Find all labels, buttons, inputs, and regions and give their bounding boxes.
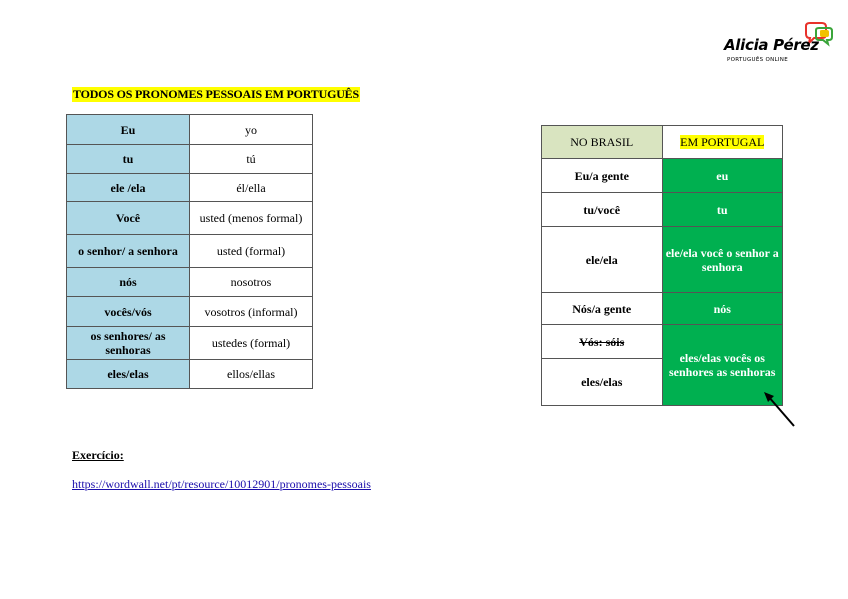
pt-pronoun-cell: nós (67, 268, 190, 297)
pt-pronoun-cell: tu (67, 145, 190, 174)
table-row (67, 145, 313, 174)
pt-pronoun-cell: eles/elas (67, 360, 190, 389)
portugal-cell: eles/elas vocês os senhores as senhoras (662, 325, 783, 406)
table-row (67, 327, 313, 360)
pt-pronoun-cell: Eu (67, 115, 190, 145)
pronouns-pt-es-table (66, 114, 313, 389)
es-pronoun-cell: él/ella (190, 174, 313, 202)
brasil-cell: tu/você (542, 193, 663, 227)
arrow-icon (762, 390, 798, 430)
pt-pronoun-cell: ele /ela (67, 174, 190, 202)
page-title: TODOS OS PRONOMES PESSOAIS EM PORTUGUÊS (73, 87, 359, 101)
table-row (542, 227, 783, 293)
es-pronoun-cell: yo (190, 115, 313, 145)
table-row (67, 360, 313, 389)
brasil-cell: eles/elas (542, 359, 663, 406)
table-header-row (542, 126, 783, 159)
brasil-portugal-table (541, 125, 783, 406)
pt-pronoun-cell: vocês/vós (67, 297, 190, 327)
table-row (67, 235, 313, 268)
es-pronoun-cell: vosotros (informal) (190, 297, 313, 327)
table-row (542, 159, 783, 193)
pt-pronoun-cell: Você (67, 202, 190, 235)
table-row (542, 325, 783, 359)
brasil-cell: Nós/a gente (542, 293, 663, 325)
table-row (67, 297, 313, 327)
es-pronoun-cell: ellos/ellas (190, 360, 313, 389)
portugal-cell: nós (662, 293, 783, 325)
brasil-cell-struck: Vós: sóis (542, 325, 663, 359)
brasil-cell: Eu/a gente (542, 159, 663, 193)
es-pronoun-cell: ustedes (formal) (190, 327, 313, 360)
pt-pronoun-cell: os senhores/ as senhoras (67, 327, 190, 360)
table-row (542, 193, 783, 227)
table-row (67, 115, 313, 145)
table-row (67, 268, 313, 297)
table-row (542, 293, 783, 325)
pt-pronoun-cell: o senhor/ a senhora (67, 235, 190, 268)
header-portugal-label: EM PORTUGAL (680, 135, 765, 149)
logo-subtitle: PORTUGUÊS ONLINE (727, 57, 788, 63)
es-pronoun-cell: usted (menos formal) (190, 202, 313, 235)
es-pronoun-cell: nosotros (190, 268, 313, 297)
logo (722, 22, 834, 68)
logo-brand-text: Alicia Pérez (724, 36, 819, 54)
header-portugal (662, 126, 783, 159)
brasil-cell: ele/ela (542, 227, 663, 293)
exercise-label: Exercício: (72, 448, 124, 462)
es-pronoun-cell: tú (190, 145, 313, 174)
portugal-cell: ele/ela você o senhor a senhora (662, 227, 783, 293)
exercise-link[interactable]: https://wordwall.net/pt/resource/10012901/pronomes-pessoais (72, 477, 371, 491)
table-row (67, 202, 313, 235)
table-row (67, 174, 313, 202)
es-pronoun-cell: usted (formal) (190, 235, 313, 268)
header-brasil: NO BRASIL (542, 126, 663, 159)
portugal-cell: eu (662, 159, 783, 193)
portugal-cell: tu (662, 193, 783, 227)
